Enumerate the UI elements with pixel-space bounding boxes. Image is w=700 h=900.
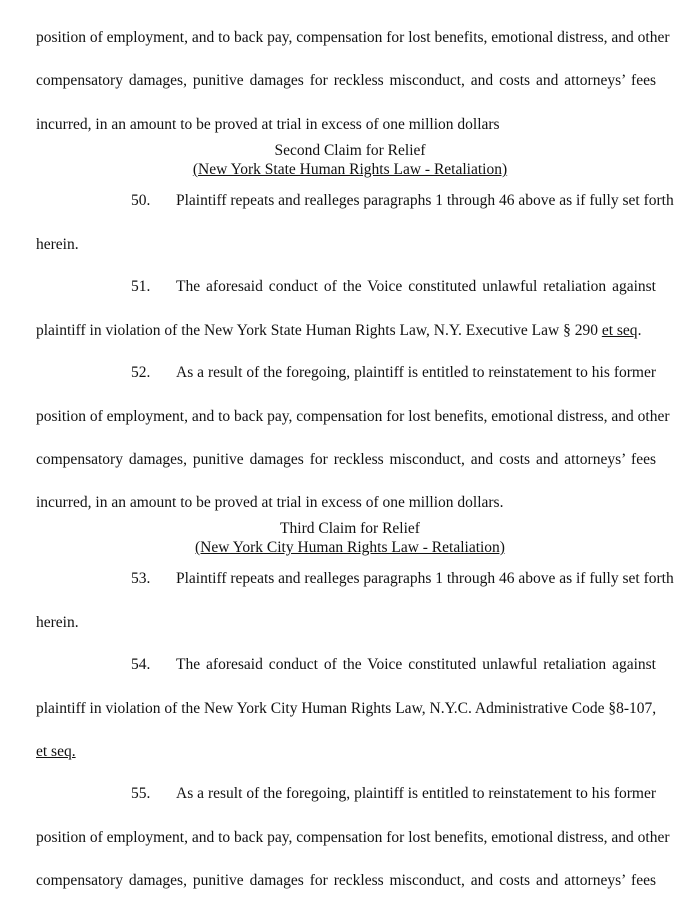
paragraph-text: plaintiff in violation of the New York City Human Rights Law, N.Y.C. Administrative Code §8-107,: [36, 700, 657, 717]
paragraph-text: As a result of the foregoing, plaintiff is entitled to reinstatement to his former: [176, 785, 656, 802]
body-line: position of employment, and to back pay, compensation for lost benefits, emotional distress, and other: [36, 29, 670, 46]
body-line: incurred, in an amount to be proved at trial in excess of one million dollars: [36, 116, 500, 133]
paragraph-text: compensatory damages, punitive damages for reckless misconduct, and costs and attorneys’ fees: [36, 451, 656, 468]
paragraph-number: 53.: [131, 570, 151, 587]
paragraph-number: 51.: [131, 278, 151, 295]
paragraph-text: The aforesaid conduct of the Voice constituted unlawful retaliation against: [176, 278, 656, 295]
body-line: compensatory damages, punitive damages for reckless misconduct, and costs and attorneys’ fees: [36, 72, 656, 89]
paragraph-text-end: .: [637, 322, 642, 339]
paragraph-text: As a result of the foregoing, plaintiff is entitled to reinstatement to his former: [176, 364, 656, 381]
paragraph-text: The aforesaid conduct of the Voice constituted unlawful retaliation against: [176, 656, 656, 673]
paragraph-text: herein.: [36, 236, 79, 253]
paragraph-text: position of employment, and to back pay, compensation for lost benefits, emotional distress, and other: [36, 408, 670, 425]
citation-et-seq: et seq: [601, 322, 638, 339]
citation-text: et seq.: [36, 743, 76, 760]
citation-et-seq: [36, 742, 656, 762]
paragraph-text: compensatory damages, punitive damages for reckless misconduct, and costs and attorneys’ fees: [36, 872, 656, 889]
claim-heading-title: Second Claim for Relief: [274, 142, 426, 159]
paragraph-text: incurred, in an amount to be proved at trial in excess of one million dollars.: [36, 494, 504, 511]
claim-heading-subtitle: [0, 538, 700, 558]
paragraph-number: 50.: [131, 192, 151, 209]
paragraph-text-body: plaintiff in violation of the New York State Human Rights Law, N.Y. Executive Law § 290: [36, 322, 602, 339]
paragraph-number: 54.: [131, 656, 151, 673]
paragraph-text: herein.: [36, 614, 79, 631]
paragraph-text: [36, 321, 656, 341]
claim-heading-title: Third Claim for Relief: [280, 520, 420, 537]
paragraph-text: Plaintiff repeats and realleges paragraphs 1 through 46 above as if fully set forth: [176, 570, 674, 587]
claim-subtitle-text: (New York City Human Rights Law - Retaliation): [195, 539, 505, 556]
claim-heading-subtitle: [0, 160, 700, 180]
paragraph-text: Plaintiff repeats and realleges paragraphs 1 through 46 above as if fully set forth: [176, 192, 674, 209]
claim-subtitle-text: (New York State Human Rights Law - Retaliation): [192, 161, 508, 178]
paragraph-number: 55.: [131, 785, 151, 802]
paragraph-number: 52.: [131, 364, 151, 381]
paragraph-text: position of employment, and to back pay, compensation for lost benefits, emotional distress, and other: [36, 829, 670, 846]
